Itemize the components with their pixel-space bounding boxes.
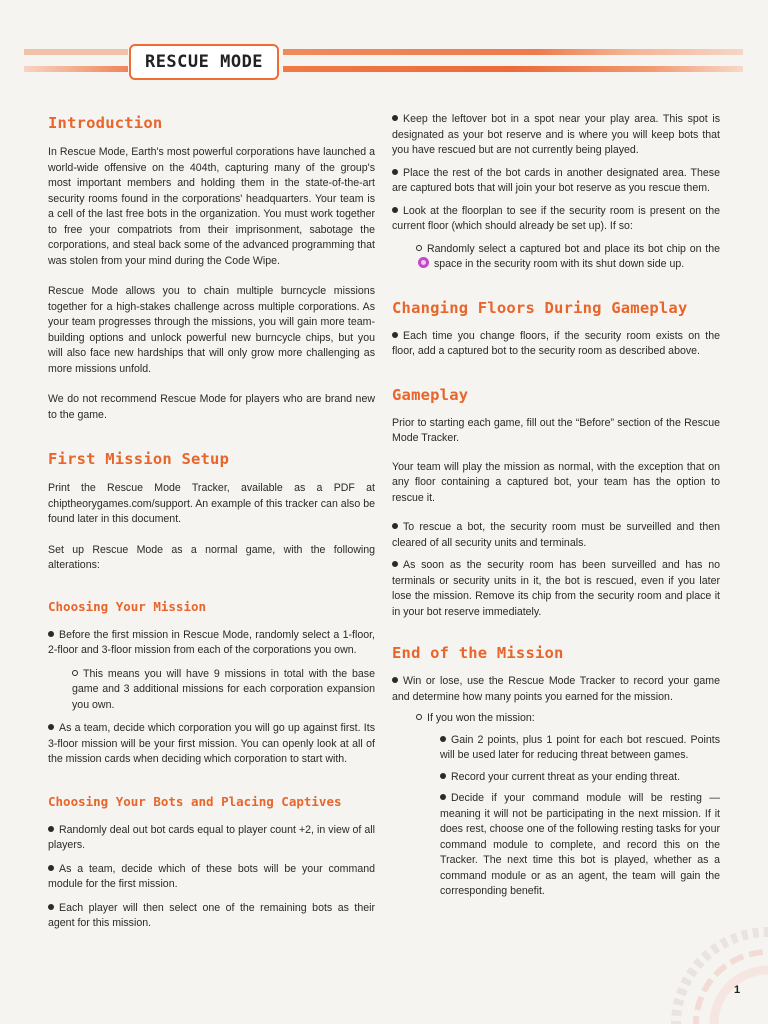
- bullet-dot-icon: [392, 207, 398, 213]
- right-bullet-3: Look at the floorplan to see if the security room is present on the current floor (which should already be set up). If so:: [392, 204, 720, 232]
- banner-stripe-right-top: [283, 49, 743, 55]
- bots-bullet-1: Randomly deal out bot cards equal to player count +2, in view of all players.: [48, 823, 375, 851]
- choosing-mission-heading: Choosing Your Mission: [48, 598, 207, 614]
- setup-paragraph-2: Set up Rescue Mode as a normal game, with the following alterations:: [48, 543, 375, 571]
- bullet-dot-icon: [392, 332, 398, 338]
- banner-stripe-left-bottom: [24, 66, 128, 72]
- mission-bullet-1: Before the first mission in Rescue Mode, randomly select a 1-floor, 2-floor and 3-floor mission from each of the corporations you own.: [48, 628, 375, 656]
- end-sub-sub-bullet-2: Record your current threat as your ending threat.: [392, 770, 720, 786]
- mission-bullet-2: As a team, decide which corporation you will go up against first. Its 3-floor mission will be your first mission. You can openly look at all of the mission cards when deciding which corporation to start with.: [48, 722, 375, 765]
- floors-bullet-1: Each time you change floors, if the security room exists on the floor, add a captured bot to the security room as described above.: [392, 329, 720, 357]
- bullet-dot-icon: [440, 773, 446, 779]
- page-number: 1: [734, 984, 741, 996]
- intro-paragraph-1: In Rescue Mode, Earth's most powerful corporations have launched a world-wide offensive on the 404th, capturing many of the group's most important members and holding them in the state-of-the-art security rooms found in the corporations' headquarters. Your team is a cell of the last free bots in the organization. You must work together to free your compatriots from their imprisonment, sabotage the corporations, and steal back some of the advanced programming that was stolen from your mind during the Code Wipe.: [48, 146, 375, 267]
- gameplay-bullet-2: As soon as the security room has been surveilled and has no terminals or security units in it, the bot is rescued, even if you later lose the mission. Remove its chip from the security room and place it in your bot reserve immediately.: [392, 559, 720, 618]
- choosing-bots-heading: Choosing Your Bots and Placing Captives: [48, 793, 342, 809]
- bullet-ring-icon: [416, 245, 422, 251]
- right-bullet-2: Place the rest of the bot cards in another designated area. These are captured bots that will join your bot reserve as you rescue them.: [392, 166, 720, 194]
- bullet-dot-icon: [440, 794, 446, 800]
- right-sub-bullet-1: Randomly select a captured bot and place its bot chip on the space in the security room with its shut down side up.: [392, 242, 720, 273]
- mission-sub-bullet-1: This means you will have 9 missions in total with the base game and 3 additional missions for each corporation expansion you own.: [72, 667, 375, 711]
- end-sub-sub-bullet-3: Decide if your command module will be resting — meaning it will not be participating in the next mission. If it does rest, choose one of the following resting tasks for your command module to complete, and record this on the Tracker. The next time this bot is played, whether as a command module or as an agent, the team will gain the corresponding benefit.: [440, 792, 720, 897]
- gameplay-bullet-1: To rescue a bot, the security room must be surveilled and then cleared of all security units and terminals.: [392, 521, 720, 549]
- banner-stripe-left-top: [24, 49, 128, 55]
- bullet-dot-icon: [392, 169, 398, 175]
- bullet-dot-icon: [440, 736, 446, 742]
- bot-chip-icon: [418, 257, 429, 268]
- setup-paragraph-1: Print the Rescue Mode Tracker, available as a PDF at chiptheorygames.com/support. An example of this tracker can also be found later in this document.: [48, 482, 375, 525]
- page-title: RESCUE MODE: [129, 44, 279, 80]
- end-sub-bullet-1: If you won the mission:: [392, 711, 720, 727]
- bullet-ring-icon: [416, 714, 422, 720]
- bullet-dot-icon: [48, 724, 54, 730]
- bullet-dot-icon: [392, 677, 398, 683]
- bullet-dot-icon: [48, 826, 54, 832]
- right-column: [392, 112, 720, 900]
- bots-bullet-2: As a team, decide which of these bots will be your command module for the first mission.: [48, 862, 375, 890]
- changing-floors-heading: Changing Floors During Gameplay: [392, 298, 688, 317]
- banner-stripe-right-bottom: [283, 66, 743, 72]
- first-mission-setup-heading: First Mission Setup: [48, 450, 230, 468]
- bullet-dot-icon: [392, 561, 398, 567]
- bullet-dot-icon: [48, 865, 54, 871]
- intro-paragraph-2: Rescue Mode allows you to chain multiple burncycle missions together for a high-stakes challenge across multiple corporations. As your team progresses through the missions, you will gain more team-building options and unlock powerful new burncycle chips, but you will also face new hardships that will only grow more challenging as more missions unfold.: [48, 285, 375, 375]
- bullet-dot-icon: [48, 631, 54, 637]
- right-bullet-1: Keep the leftover bot in a spot near your play area. This spot is designated as your bot reserve and is where you will keep bots that you have rescued but are not currently being played.: [392, 113, 720, 156]
- gameplay-heading: Gameplay: [392, 385, 469, 404]
- left-column: [48, 110, 375, 932]
- bullet-ring-icon: [72, 670, 78, 676]
- intro-paragraph-3: We do not recommend Rescue Mode for players who are brand new to the game.: [48, 393, 375, 421]
- bullet-dot-icon: [48, 904, 54, 910]
- end-sub-sub-bullet-1: Gain 2 points, plus 1 point for each bot rescued. Points will be used later for reducing threat between games.: [440, 733, 720, 761]
- gameplay-paragraph-2: Your team will play the mission as normal, with the exception that on any floor containing a captured bot, your team has the option to rescue it.: [392, 460, 720, 504]
- bullet-dot-icon: [392, 523, 398, 529]
- end-of-mission-heading: End of the Mission: [392, 644, 564, 662]
- gameplay-paragraph-1: Prior to starting each game, fill out the “Before” section of the Rescue Mode Tracker.: [392, 416, 720, 444]
- bullet-dot-icon: [392, 115, 398, 121]
- introduction-heading: Introduction: [48, 114, 163, 132]
- end-bullet-1: Win or lose, use the Rescue Mode Tracker to record your game and determine how many points you earned for the mission.: [392, 675, 720, 703]
- bots-bullet-3: Each player will then select one of the remaining bots as their agent for this mission.: [48, 901, 375, 929]
- corner-decoration: [660, 905, 768, 1024]
